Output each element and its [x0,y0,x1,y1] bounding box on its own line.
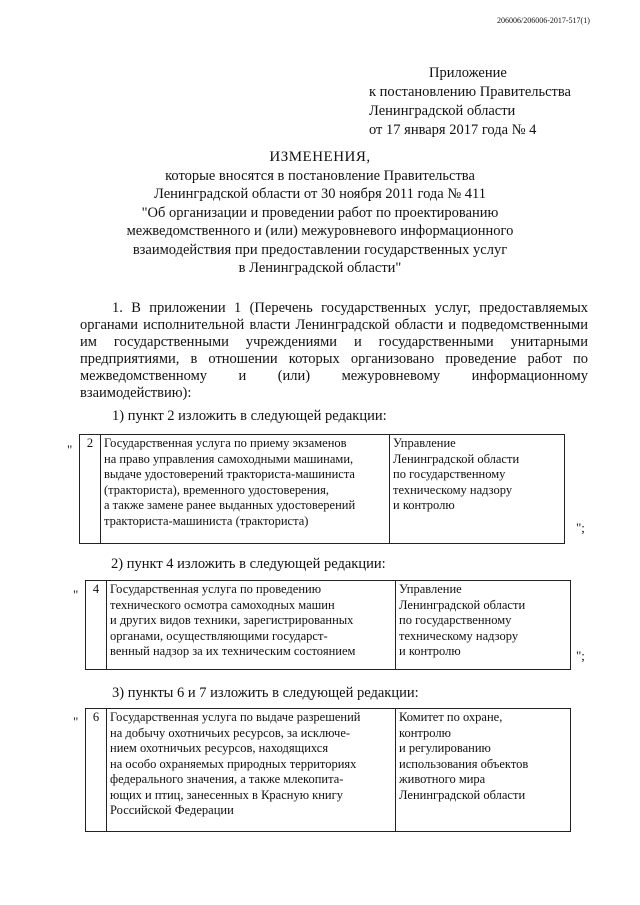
service-cell [107,709,396,832]
subitem-3: 3) пункты 6 и 7 изложить в следующей редакции: [112,685,419,701]
service-cell [107,581,396,670]
appendix-line: к постановлению Правительства [369,84,571,100]
service-cell [101,435,390,544]
table-row [86,709,571,832]
authority-line: Комитет по охране, [399,710,503,724]
service-line: Государственная услуга по приему экзаменов [104,436,347,450]
authority-cell [396,581,571,670]
service-line: нием охотничьих ресурсов, находящихся [110,741,329,755]
item-number: 4 [86,581,107,670]
open-quote: " [67,442,73,457]
authority-line: по государственному [399,613,512,627]
authority-line: Ленинградской области [399,787,526,802]
authority-line: Ленинградской области [393,451,520,466]
item-number: 2 [80,435,101,544]
service-line: на особо охраняемых природных территориях [110,756,357,771]
service-line: Российской Федерации [110,803,234,817]
body-text [80,300,588,402]
subitem-1: 1) пункт 2 изложить в следующей редакции: [112,408,387,424]
authority-line: техническому надзору [393,482,513,497]
close-quote: "; [576,520,585,535]
table-row [86,581,571,670]
service-line: выдаче удостоверений тракториста-машиниста [104,467,355,481]
table-row [80,435,565,544]
open-quote: " [73,714,79,729]
amendment-table-2 [85,580,571,670]
service-line: и других видов техники, зарегистрированных [110,613,354,627]
amendment-table-1 [79,434,565,544]
authority-line: Управление [399,582,462,596]
appendix-line: от 17 января 2017 года № 4 [369,122,537,138]
service-line: на добычу охотничьих ресурсов, за исключе- [110,725,351,740]
title-heading: ИЗМЕНЕНИЯ, [269,149,371,165]
open-quote: " [73,587,79,602]
authority-line: и контролю [393,498,455,512]
appendix-block [369,64,571,140]
title-line: которые вносятся в постановление Правительства [165,167,475,184]
service-line: венный надзор за их техническим состоянием [110,644,356,658]
title-line: межведомственного и (или) межуровневого информационного [126,223,514,239]
title-line: "Об организации и проведении работ по проектированию [141,204,499,221]
service-line: Государственная услуга по проведению [110,582,322,596]
main-paragraph: 1. В приложении 1 (Перечень государственных услуг, предоставляемых органами исполнительной власти Ленинградской области и подведомственными им государственными учреждениями и государственными унитарными предприятиями, в отношении которых организовано проведение работ по межведомственному и (или) межуровневому информационному взаимодействию): [80,300,588,401]
service-line: (тракториста), временного удостоверения, [104,482,329,497]
title-line: Ленинградской области от 30 ноября 2011 года № 411 [153,186,487,202]
authority-cell [396,709,571,832]
close-quote: "; [576,648,585,663]
authority-cell [390,435,565,544]
document-title [0,148,640,278]
service-line: на право управления самоходными машинами, [104,451,354,466]
item-number: 6 [86,709,107,832]
appendix-line: Приложение [429,65,507,81]
service-line: технического осмотра самоходных машин [110,597,335,612]
title-line: взаимодействия при предоставлении государственных услуг [132,241,508,258]
authority-line: Ленинградской области [399,597,526,612]
subitem-2: 2) пункт 4 изложить в следующей редакции: [111,556,386,572]
appendix-line: Ленинградской области [369,103,516,119]
authority-line: контролю [399,725,451,740]
authority-line: и контролю [399,644,461,658]
service-line: Государственная услуга по выдаче разрешений [110,710,361,724]
amendment-table-3 [85,708,571,832]
authority-line: Управление [393,436,456,450]
service-line: а также замене ранее выданных удостоверений [104,498,356,512]
authority-line: использования объектов [399,756,529,771]
title-line: в Ленинградской области" [238,260,402,276]
document-number: 206006/206006-2017-517(1) [497,16,590,25]
service-line: тракториста-машиниста (тракториста) [104,513,309,528]
service-line: органами, осуществляющими государст- [110,628,328,643]
service-line: федерального значения, а также млекопита- [110,772,344,786]
service-line: ющих и птиц, занесенных в Красную книгу [110,787,344,802]
authority-line: и регулированию [399,741,491,755]
authority-line: по государственному [393,467,506,481]
authority-line: техническому надзору [399,628,519,643]
authority-line: животного мира [399,772,486,786]
